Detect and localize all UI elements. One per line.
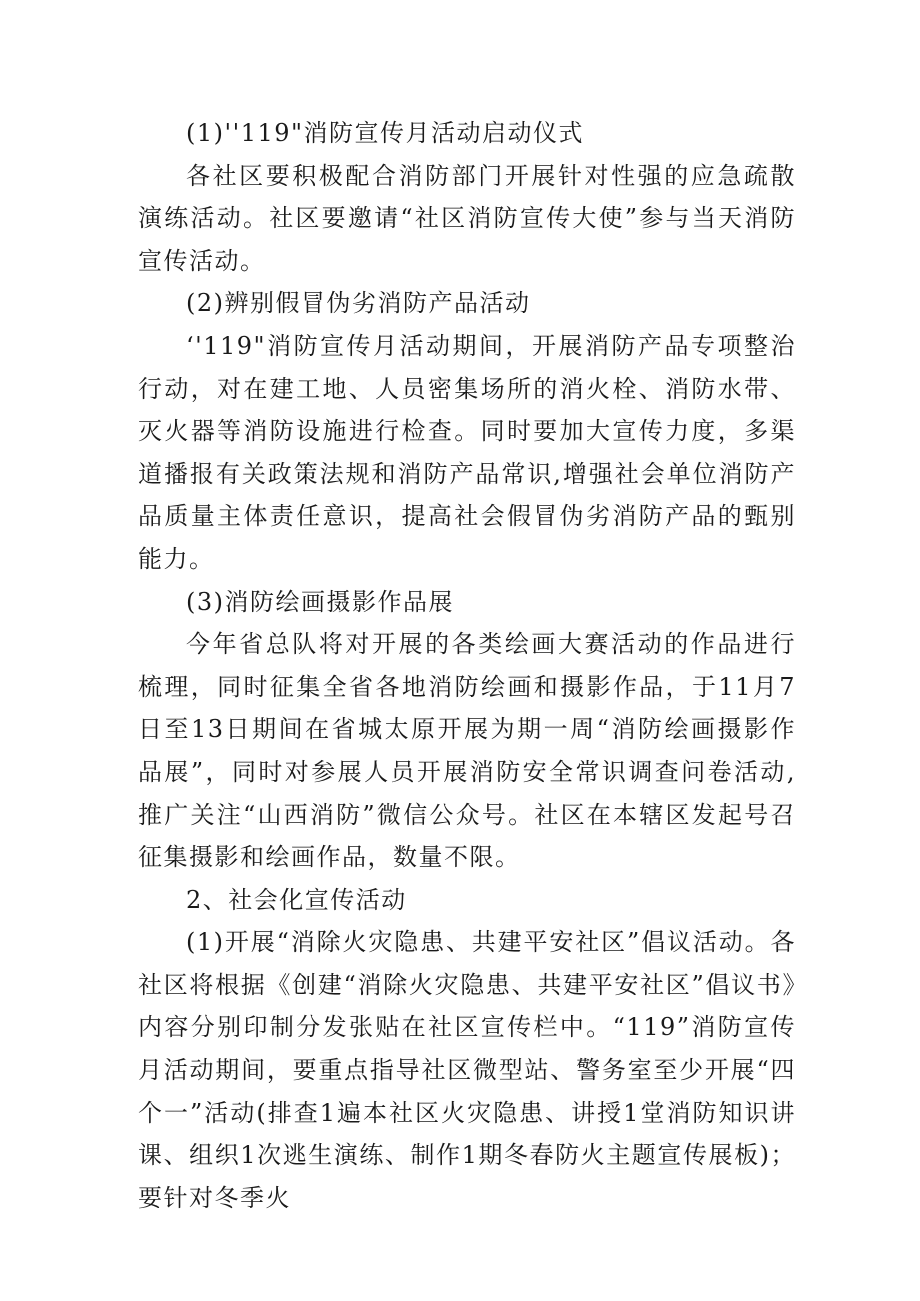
section-heading-2: (2)辨别假冒伪劣消防产品活动 (186, 289, 531, 318)
paragraph: 各社区要积极配合消防部门开展针对性强的应急疏散演练活动。社区要邀请“社区消防宣传大使”参与当天消防宣传活动。 (138, 161, 796, 275)
section-heading-social: 2、社会化宣传活动 (186, 885, 407, 914)
document-body (138, 112, 796, 1219)
paragraph: ‘'119"消防宣传月活动期间，开展消防产品专项整治行动，对在建工地、人员密集场所的消火栓、消防水带、灭火器等消防设施进行检查。同时要加大宣传力度，多渠道播报有关政策法规和消防产品常识,增强社会单位消防产品质量主体责任意识，提高社会假冒伪劣消防产品的甄别能力。 (138, 331, 796, 573)
paragraph: 今年省总队将对开展的各类绘画大赛活动的作品进行梳理，同时征集全省各地消防绘画和摄影作品，于11月7日至13日期间在省城太原开展为期一周“消防绘画摄影作品展”，同时对参展人员开展消防安全常识调查问卷活动,推广关注“山西消防”微信公众号。社区在本辖区发起号召征集摄影和绘画作品，数量不限。 (138, 630, 796, 872)
section-heading-3: (3)消防绘画摄影作品展 (186, 587, 454, 616)
paragraph: (1)开展“消除火灾隐患、共建平安社区”倡议活动。各社区将根据《创建“消除火灾隐患、共建平安社区”倡议书》内容分别印制分发张贴在社区宣传栏中。“119”消防宣传月活动期间，要重点指导社区微型站、警务室至少开展“四个一”活动(排查1遍本社区火灾隐患、讲授1堂消防知识讲课、组织1次逃生演练、制作1期冬春防火主题宣传展板)；要针对冬季火 (138, 928, 796, 1212)
section-heading-1: (1)''119"消防宣传月活动启动仪式 (186, 119, 585, 147)
